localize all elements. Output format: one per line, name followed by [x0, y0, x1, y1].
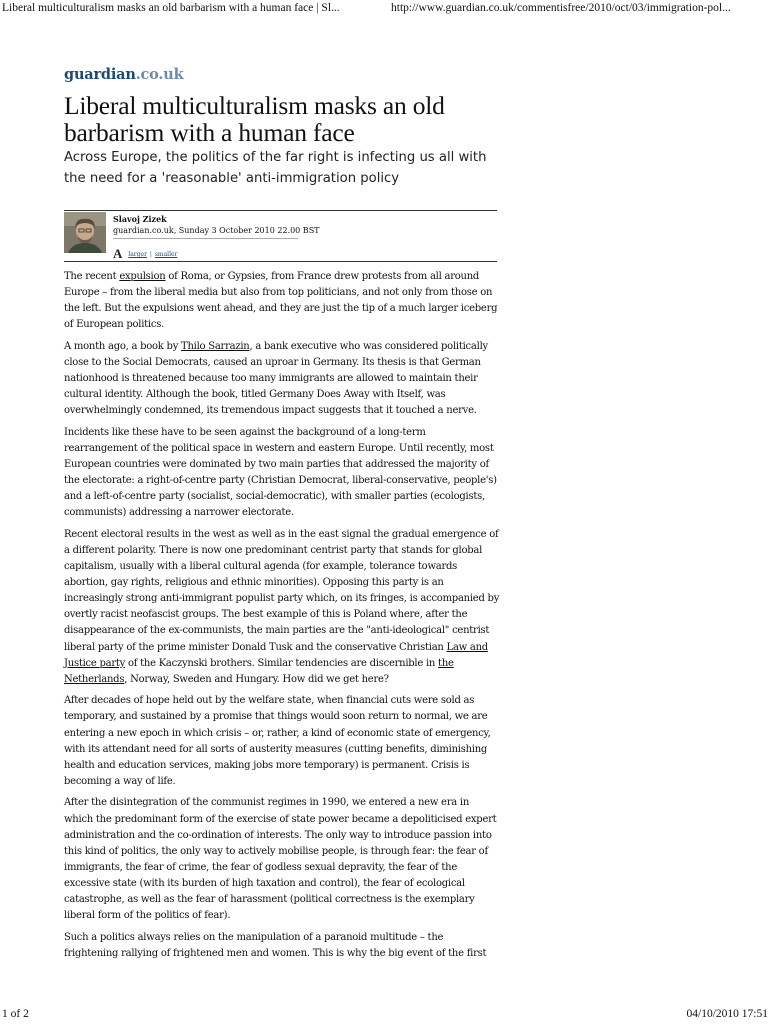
logo-domain: .co.uk [135, 66, 184, 83]
law-and-justice-link[interactable]: Law and Justice party [64, 641, 488, 669]
article-paragraph: After decades of hope held out by the welfare state, when financial cuts were sold as temporary, and sustained by a promise that things would soon return to normal, we are entering a new epoch in which crisis – or, rather, a kind of economic state of emergency, with its attendant need for all sorts of austerity measures (cutting benefits, diminishing health and education services, making jobs more temporary) is permanent. Crisis is becoming a way of life. [64, 695, 491, 787]
print-page-url: http://www.guardian.co.uk/commentisfree/2010/oct/03/immigration-pol... [391, 2, 731, 14]
author-avatar [64, 212, 106, 253]
paragraph-text: The recent [64, 271, 120, 282]
paragraph-text: , Norway, Sweden and Hungary. How did we get here? [124, 673, 389, 685]
byline-divider [113, 238, 298, 239]
print-header [0, 0, 768, 20]
article-paragraph: After the disintegration of the communist regimes in 1990, we entered a new era in which the predominant form of the exercise of state power became a depoliticised expert administration and the co-ordination of interests. The only way to introduce passion into this kind of politics, the only way to actively mobilise people, is through fear: the fear of immigrants, the fear of crime, the fear of godless sexual depravity, the fear of the excessive state (with its burden of high taxation and control), the fear of ecological catastrophe, as well as the fear of harassment (political correctness is the exemplary liberal form of the politics of fear). [64, 797, 497, 922]
paragraph-text: of the Kaczynski brothers. Similar tendencies are discernible in [125, 657, 439, 669]
article-paragraph: Incidents like these have to be seen against the background of a long-term rearrangement of the political space in western and eastern Europe. Until recently, most European countries were dominated by two main parties that addressed the majority of the electorate: a right-of-centre party (Christian Democrat, liberal-conservative, people's) and a left-of-centre party (socialist, social-democratic), with smaller parties (ecologists, communists) addressing a narrower electorate. [64, 426, 497, 519]
article-headline: Liberal multiculturalism masks an old barbarism with a human face [64, 91, 445, 147]
thilo-sarrazin-link[interactable]: Thilo Sarrazin [181, 340, 250, 352]
byline-dateline: guardian.co.uk, Sunday 3 October 2010 22.00 BST [113, 226, 320, 235]
byline-author[interactable]: Slavoj Zizek [113, 214, 167, 224]
paragraph-text: of Roma, or Gypsies, from France drew protests from all around Europe – from the liberal media but also from top politicians, and not only from those on the left. But the expulsions went ahead, and they are just the tip of a much larger iceberg of European politics. [64, 271, 498, 331]
expulsion-link[interactable]: expulsion [119, 271, 166, 282]
print-page-title: Liberal multiculturalism masks an old barbarism with a human face | Sl... [2, 2, 340, 14]
article-paragraph [64, 269, 500, 333]
print-page-count: 1 of 2 [2, 1008, 29, 1020]
article-paragraph [64, 527, 500, 688]
author-photo-icon [64, 212, 106, 253]
print-date: 04/10/2010 17:51 [686, 1008, 768, 1020]
text-size-icon: A [113, 246, 123, 261]
text-larger-link[interactable]: larger [128, 251, 147, 258]
byline-box [64, 210, 497, 262]
guardian-logo[interactable] [64, 66, 183, 83]
article-standfirst: Across Europe, the politics of the far right is infecting us all with the need for a 'reasonable' anti-immigration policy [64, 150, 487, 186]
byline-text [113, 214, 320, 236]
article-body [64, 269, 500, 967]
print-footer [0, 1006, 768, 1024]
netherlands-link[interactable]: the Netherlands [64, 657, 454, 685]
paragraph-text: , a bank executive who was considered politically close to the Social Democrats, caused an uproar in Germany. Its thesis is that German nationhood is threatened because too many immigrants are allowed to maintain their cultural identity. Although the book, titled Germany Does Away with Itself, was overwhelmingly condemned, its tremendous impact suggests that it touched a nerve. [64, 340, 488, 417]
article-paragraph: Such a politics always relies on the manipulation of a paranoid multitude – the frightening rallying of frightened men and women. This is why the big event of the first [64, 931, 487, 959]
logo-brand: guardian [64, 66, 136, 83]
paragraph-text: A month ago, a book by [64, 340, 182, 352]
article-paragraph [64, 339, 500, 419]
paragraph-text: Recent electoral results in the west as well as in the east signal the gradual emergence of a different polarity. There is now one predominant centrist party that stands for global capitalism, usually with a liberal cultural agenda (for example, tolerance towards abortion, gay rights, religious and ethnic minorities). Opposing this party is an increasingly strong anti-immigrant populist party which, on its fringes, is accompanied by overtly racist neofascist groups. The best example of this is Poland where, after the disappearance of the ex-communists, the main parties are the "anti-ideological" centrist liberal party of the prime minister Donald Tusk and the conservative Christian [64, 528, 500, 653]
text-size-controls [113, 244, 177, 260]
text-size-separator: | [149, 251, 152, 258]
text-smaller-link[interactable]: smaller [154, 251, 178, 258]
